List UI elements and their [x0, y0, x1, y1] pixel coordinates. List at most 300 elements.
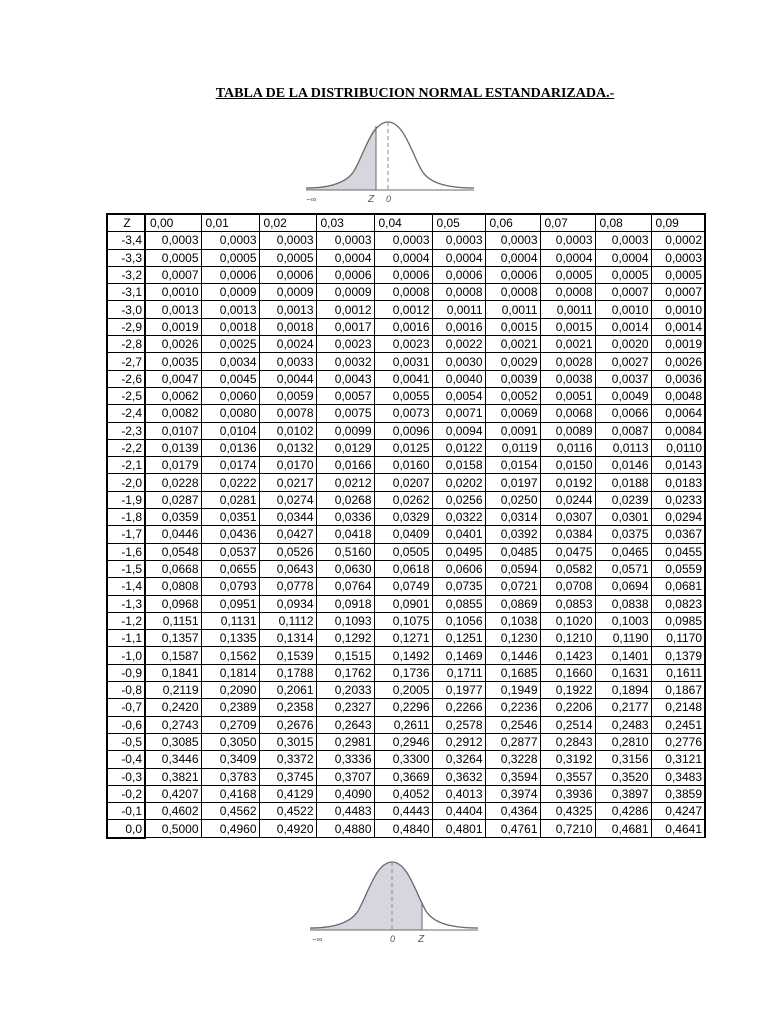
probability-cell: 0,1977	[432, 682, 485, 699]
page-title: TABLA DE LA DISTRIBUCION NORMAL ESTANDARIZADA.-	[215, 86, 615, 101]
probability-cell: 0,0239	[595, 491, 651, 508]
probability-cell: 0,0228	[145, 474, 201, 491]
neg-infinity-label: −∞	[312, 935, 323, 944]
probability-cell: 0,2061	[259, 682, 316, 699]
probability-cell: 0,1539	[259, 647, 316, 664]
z-value-cell: 0,0	[107, 820, 145, 838]
probability-cell: 0,3520	[595, 768, 651, 785]
table-row	[107, 595, 705, 612]
table-row	[107, 526, 705, 543]
probability-cell: 0,1093	[316, 612, 374, 629]
probability-cell: 0,3897	[595, 785, 651, 802]
probability-cell: 0,0170	[259, 457, 316, 474]
z-value-cell: -1,0	[107, 647, 145, 664]
probability-cell: 0,4602	[145, 803, 201, 820]
probability-cell: 0,1894	[595, 682, 651, 699]
table-row	[107, 266, 705, 283]
table-row	[107, 751, 705, 768]
table-row	[107, 647, 705, 664]
probability-cell: 0,0262	[374, 491, 432, 508]
probability-cell: 0,0064	[651, 405, 705, 422]
probability-cell: 0,2327	[316, 699, 374, 716]
probability-cell: 0,0007	[595, 284, 651, 301]
probability-cell: 0,0132	[259, 439, 316, 456]
probability-cell: 0,0027	[595, 353, 651, 370]
probability-cell: 0,0918	[316, 595, 374, 612]
z-value-cell: -0,8	[107, 682, 145, 699]
probability-cell: 0,0015	[485, 318, 540, 335]
probability-cell: 0,2358	[259, 699, 316, 716]
z-value-cell: -2,9	[107, 318, 145, 335]
probability-cell: 0,0008	[540, 284, 595, 301]
probability-cell: 0,0062	[145, 387, 201, 404]
table-row	[107, 284, 705, 301]
probability-cell: 0,4247	[651, 803, 705, 820]
table-row	[107, 249, 705, 266]
probability-cell: 0,5000	[145, 820, 201, 838]
probability-cell: 0,0668	[145, 560, 201, 577]
probability-cell: 0,2877	[485, 733, 540, 750]
probability-cell: 0,0681	[651, 578, 705, 595]
probability-cell: 0,0721	[485, 578, 540, 595]
z-value-cell: -1,3	[107, 595, 145, 612]
probability-cell: 0,1562	[201, 647, 259, 664]
probability-cell: 0,3594	[485, 768, 540, 785]
probability-cell: 0,0207	[374, 474, 432, 491]
probability-cell: 0,0475	[540, 543, 595, 560]
probability-cell: 0,1631	[595, 664, 651, 681]
probability-cell: 0,0495	[432, 543, 485, 560]
probability-cell: 0,0174	[201, 457, 259, 474]
probability-cell: 0,0010	[651, 301, 705, 318]
probability-cell: 0,0322	[432, 509, 485, 526]
probability-cell: 0,0091	[485, 422, 540, 439]
probability-cell: 0,0034	[201, 353, 259, 370]
probability-cell: 0,0004	[374, 249, 432, 266]
z-label: Z	[368, 194, 375, 205]
z-value-cell: -1,2	[107, 612, 145, 629]
probability-cell: 0,1056	[432, 612, 485, 629]
probability-cell: 0,2420	[145, 699, 201, 716]
probability-cell: 0,1736	[374, 664, 432, 681]
z-value-cell: -2,3	[107, 422, 145, 439]
probability-cell: 0,0078	[259, 405, 316, 422]
probability-cell: 0,2578	[432, 716, 485, 733]
z-label: Z	[418, 934, 425, 945]
probability-cell: 0,2206	[540, 699, 595, 716]
probability-cell: 0,0427	[259, 526, 316, 543]
table-row	[107, 612, 705, 629]
probability-cell: 0,0007	[651, 284, 705, 301]
probability-cell: 0,0125	[374, 439, 432, 456]
z-value-cell: -3,1	[107, 284, 145, 301]
probability-cell: 0,4443	[374, 803, 432, 820]
probability-cell: 0,0004	[316, 249, 374, 266]
probability-cell: 0,4641	[651, 820, 705, 838]
probability-cell: 0,1401	[595, 647, 651, 664]
probability-cell: 0,0018	[201, 318, 259, 335]
probability-cell: 0,2090	[201, 682, 259, 699]
probability-cell: 0,1611	[651, 664, 705, 681]
z-table	[106, 213, 706, 839]
probability-cell: 0,0582	[540, 560, 595, 577]
probability-cell: 0,4364	[485, 803, 540, 820]
z-value-cell: -2,6	[107, 370, 145, 387]
probability-cell: 0,0485	[485, 543, 540, 560]
probability-cell: 0,0548	[145, 543, 201, 560]
bell-curve-line	[306, 122, 474, 188]
probability-cell: 0,0005	[651, 266, 705, 283]
probability-cell: 0,4960	[201, 820, 259, 838]
probability-cell: 0,0059	[259, 387, 316, 404]
probability-cell: 0,0045	[201, 370, 259, 387]
probability-cell: 0,0392	[485, 526, 540, 543]
probability-cell: 0,0013	[201, 301, 259, 318]
probability-cell: 0,0294	[651, 509, 705, 526]
probability-cell: 0,0197	[485, 474, 540, 491]
probability-cell: 0,0023	[316, 336, 374, 353]
probability-cell: 0,4286	[595, 803, 651, 820]
probability-cell: 0,0160	[374, 457, 432, 474]
probability-cell: 0,0030	[432, 353, 485, 370]
probability-cell: 0,0025	[201, 336, 259, 353]
probability-cell: 0,0004	[432, 249, 485, 266]
probability-cell: 0,0094	[432, 422, 485, 439]
probability-cell: 0,2776	[651, 733, 705, 750]
probability-cell: 0,0028	[540, 353, 595, 370]
probability-cell: 0,2912	[432, 733, 485, 750]
probability-cell: 0,3483	[651, 768, 705, 785]
probability-cell: 0,1949	[485, 682, 540, 699]
probability-cell: 0,1020	[540, 612, 595, 629]
probability-cell: 0,0006	[485, 266, 540, 283]
table-header-row	[107, 214, 705, 232]
probability-cell: 0,1003	[595, 612, 651, 629]
column-header: 0,02	[259, 214, 316, 232]
table-row	[107, 491, 705, 508]
probability-cell: 0,4129	[259, 785, 316, 802]
probability-cell: 0,1788	[259, 664, 316, 681]
probability-cell: 0,4013	[432, 785, 485, 802]
probability-cell: 0,1210	[540, 630, 595, 647]
probability-cell: 0,4562	[201, 803, 259, 820]
z-value-cell: -2,1	[107, 457, 145, 474]
probability-cell: 0,0002	[651, 232, 705, 249]
probability-cell: 0,0033	[259, 353, 316, 370]
column-header: 0,06	[485, 214, 540, 232]
probability-cell: 0,2119	[145, 682, 201, 699]
probability-cell: 0,0505	[374, 543, 432, 560]
probability-cell: 0,0060	[201, 387, 259, 404]
probability-cell: 0,0436	[201, 526, 259, 543]
probability-cell: 0,0749	[374, 578, 432, 595]
probability-cell: 0,0329	[374, 509, 432, 526]
z-value-cell: -1,4	[107, 578, 145, 595]
probability-cell: 0,0643	[259, 560, 316, 577]
z-value-cell: -2,8	[107, 336, 145, 353]
probability-cell: 0,4840	[374, 820, 432, 838]
probability-cell: 0,0089	[540, 422, 595, 439]
probability-cell: 0,0119	[485, 439, 540, 456]
probability-cell: 0,3015	[259, 733, 316, 750]
column-header: 0,04	[374, 214, 432, 232]
probability-cell: 0,1841	[145, 664, 201, 681]
probability-cell: 0,0537	[201, 543, 259, 560]
table-row	[107, 733, 705, 750]
probability-cell: 0,1867	[651, 682, 705, 699]
z-value-cell: -3,2	[107, 266, 145, 283]
table-row	[107, 457, 705, 474]
probability-cell: 0,0150	[540, 457, 595, 474]
probability-cell: 0,0022	[432, 336, 485, 353]
probability-cell: 0,0808	[145, 578, 201, 595]
z-value-cell: -0,4	[107, 751, 145, 768]
column-header: 0,05	[432, 214, 485, 232]
probability-cell: 0,4522	[259, 803, 316, 820]
probability-cell: 0,1685	[485, 664, 540, 681]
probability-cell: 0,0005	[201, 249, 259, 266]
table-row	[107, 336, 705, 353]
probability-cell: 0,4168	[201, 785, 259, 802]
probability-cell: 0,1711	[432, 664, 485, 681]
probability-cell: 0,3446	[145, 751, 201, 768]
z-value-cell: -2,2	[107, 439, 145, 456]
probability-cell: 0,3264	[432, 751, 485, 768]
probability-cell: 0,0202	[432, 474, 485, 491]
probability-cell: 0,3121	[651, 751, 705, 768]
probability-cell: 0,0901	[374, 595, 432, 612]
shaded-left-tail-area	[306, 126, 376, 190]
probability-cell: 0,4325	[540, 803, 595, 820]
probability-cell: 0,1660	[540, 664, 595, 681]
probability-cell: 0,0735	[432, 578, 485, 595]
probability-cell: 0,0021	[485, 336, 540, 353]
probability-cell: 0,0102	[259, 422, 316, 439]
probability-cell: 0,0855	[432, 595, 485, 612]
probability-cell: 0,0023	[374, 336, 432, 353]
probability-cell: 0,0618	[374, 560, 432, 577]
z-value-cell: -1,7	[107, 526, 145, 543]
probability-cell: 0,1151	[145, 612, 201, 629]
probability-cell: 0,0778	[259, 578, 316, 595]
normal-curve-positive-z-figure	[306, 856, 482, 946]
probability-cell: 0,0158	[432, 457, 485, 474]
probability-cell: 0,1922	[540, 682, 595, 699]
probability-cell: 0,0099	[316, 422, 374, 439]
probability-cell: 0,0031	[374, 353, 432, 370]
column-header-z: Z	[107, 214, 145, 232]
probability-cell: 0,0951	[201, 595, 259, 612]
probability-cell: 0,5160	[316, 543, 374, 560]
normal-curve-left-tail-figure	[302, 116, 478, 206]
probability-cell: 0,1762	[316, 664, 374, 681]
probability-cell: 0,0037	[595, 370, 651, 387]
probability-cell: 0,2981	[316, 733, 374, 750]
z-value-cell: -0,7	[107, 699, 145, 716]
probability-cell: 0,0934	[259, 595, 316, 612]
probability-cell: 0,0129	[316, 439, 374, 456]
probability-cell: 0,2611	[374, 716, 432, 733]
probability-cell: 0,3372	[259, 751, 316, 768]
probability-cell: 0,2177	[595, 699, 651, 716]
z-value-cell: -0,3	[107, 768, 145, 785]
probability-cell: 0,0708	[540, 578, 595, 595]
probability-cell: 0,1190	[595, 630, 651, 647]
table-row	[107, 353, 705, 370]
probability-cell: 0,0268	[316, 491, 374, 508]
probability-cell: 0,0594	[485, 560, 540, 577]
probability-cell: 0,0075	[316, 405, 374, 422]
probability-cell: 0,0013	[145, 301, 201, 318]
z-value-cell: -1,8	[107, 509, 145, 526]
probability-cell: 0,1075	[374, 612, 432, 629]
probability-cell: 0,3632	[432, 768, 485, 785]
probability-cell: 0,4681	[595, 820, 651, 838]
probability-cell: 0,0040	[432, 370, 485, 387]
probability-cell: 0,0032	[316, 353, 374, 370]
probability-cell: 0,0015	[540, 318, 595, 335]
probability-cell: 0,0418	[316, 526, 374, 543]
probability-cell: 0,0054	[432, 387, 485, 404]
probability-cell: 0,0052	[485, 387, 540, 404]
column-header: 0,07	[540, 214, 595, 232]
probability-cell: 0,0066	[595, 405, 651, 422]
probability-cell: 0,0014	[595, 318, 651, 335]
probability-cell: 0,0013	[259, 301, 316, 318]
probability-cell: 0,0029	[485, 353, 540, 370]
probability-cell: 0,0985	[651, 612, 705, 629]
probability-cell: 0,0003	[316, 232, 374, 249]
probability-cell: 0,0044	[259, 370, 316, 387]
column-header: 0,09	[651, 214, 705, 232]
probability-cell: 0,0024	[259, 336, 316, 353]
z-value-cell: -0,5	[107, 733, 145, 750]
probability-cell: 0,0968	[145, 595, 201, 612]
z-value-cell: -2,0	[107, 474, 145, 491]
zero-label: 0	[390, 934, 396, 944]
probability-cell: 0,3859	[651, 785, 705, 802]
probability-cell: 0,0006	[432, 266, 485, 283]
neg-infinity-label: −∞	[306, 195, 317, 204]
probability-cell: 0,0006	[201, 266, 259, 283]
probability-cell: 0,1446	[485, 647, 540, 664]
probability-cell: 0,3557	[540, 768, 595, 785]
table-row	[107, 716, 705, 733]
table-row	[107, 560, 705, 577]
table-row	[107, 301, 705, 318]
probability-cell: 0,3228	[485, 751, 540, 768]
probability-cell: 0,2843	[540, 733, 595, 750]
probability-cell: 0,0287	[145, 491, 201, 508]
probability-cell: 0,0869	[485, 595, 540, 612]
table-row	[107, 820, 705, 838]
table-row	[107, 318, 705, 335]
probability-cell: 0,0110	[651, 439, 705, 456]
probability-cell: 0,0122	[432, 439, 485, 456]
probability-cell: 0,0080	[201, 405, 259, 422]
probability-cell: 0,0021	[540, 336, 595, 353]
table-row	[107, 405, 705, 422]
probability-cell: 0,0011	[485, 301, 540, 318]
probability-cell: 0,0359	[145, 509, 201, 526]
probability-cell: 0,0008	[485, 284, 540, 301]
probability-cell: 0,0016	[432, 318, 485, 335]
probability-cell: 0,3745	[259, 768, 316, 785]
probability-cell: 0,0006	[374, 266, 432, 283]
probability-cell: 0,3050	[201, 733, 259, 750]
table-row	[107, 785, 705, 802]
probability-cell: 0,0107	[145, 422, 201, 439]
probability-cell: 0,0314	[485, 509, 540, 526]
probability-cell: 0,0026	[145, 336, 201, 353]
probability-cell: 0,0012	[316, 301, 374, 318]
probability-cell: 0,4920	[259, 820, 316, 838]
probability-cell: 0,0003	[651, 249, 705, 266]
probability-cell: 0,0006	[316, 266, 374, 283]
probability-cell: 0,0005	[540, 266, 595, 283]
probability-cell: 0,0011	[540, 301, 595, 318]
probability-cell: 0,0019	[651, 336, 705, 353]
probability-cell: 0,3707	[316, 768, 374, 785]
probability-cell: 0,2266	[432, 699, 485, 716]
probability-cell: 0,4207	[145, 785, 201, 802]
probability-cell: 0,0017	[316, 318, 374, 335]
probability-cell: 0,0003	[259, 232, 316, 249]
probability-cell: 0,4761	[485, 820, 540, 838]
z-value-cell: -0,6	[107, 716, 145, 733]
probability-cell: 0,0055	[374, 387, 432, 404]
probability-cell: 0,0192	[540, 474, 595, 491]
table-row	[107, 387, 705, 404]
probability-cell: 0,1251	[432, 630, 485, 647]
probability-cell: 0,0048	[651, 387, 705, 404]
probability-cell: 0,0019	[145, 318, 201, 335]
probability-cell: 0,1112	[259, 612, 316, 629]
probability-cell: 0,0010	[595, 301, 651, 318]
z-value-cell: -3,0	[107, 301, 145, 318]
probability-cell: 0,0233	[651, 491, 705, 508]
probability-cell: 0,0014	[651, 318, 705, 335]
probability-cell: 0,0136	[201, 439, 259, 456]
probability-cell: 0,3669	[374, 768, 432, 785]
z-value-cell: -0,9	[107, 664, 145, 681]
probability-cell: 0,0009	[259, 284, 316, 301]
probability-cell: 0,0071	[432, 405, 485, 422]
probability-cell: 0,1131	[201, 612, 259, 629]
probability-cell: 0,0116	[540, 439, 595, 456]
probability-cell: 0,0301	[595, 509, 651, 526]
probability-cell: 0,0139	[145, 439, 201, 456]
probability-cell: 0,3156	[595, 751, 651, 768]
probability-cell: 0,1492	[374, 647, 432, 664]
table-row	[107, 543, 705, 560]
probability-cell: 0,3409	[201, 751, 259, 768]
probability-cell: 0,0084	[651, 422, 705, 439]
probability-cell: 0,4052	[374, 785, 432, 802]
probability-cell: 0,3336	[316, 751, 374, 768]
table-row	[107, 422, 705, 439]
table-row	[107, 664, 705, 681]
probability-cell: 0,0003	[432, 232, 485, 249]
probability-cell: 0,0069	[485, 405, 540, 422]
probability-cell: 0,3300	[374, 751, 432, 768]
probability-cell: 0,4404	[432, 803, 485, 820]
probability-cell: 0,0764	[316, 578, 374, 595]
probability-cell: 0,0367	[651, 526, 705, 543]
probability-cell: 0,0012	[374, 301, 432, 318]
table-row	[107, 370, 705, 387]
table-row	[107, 803, 705, 820]
